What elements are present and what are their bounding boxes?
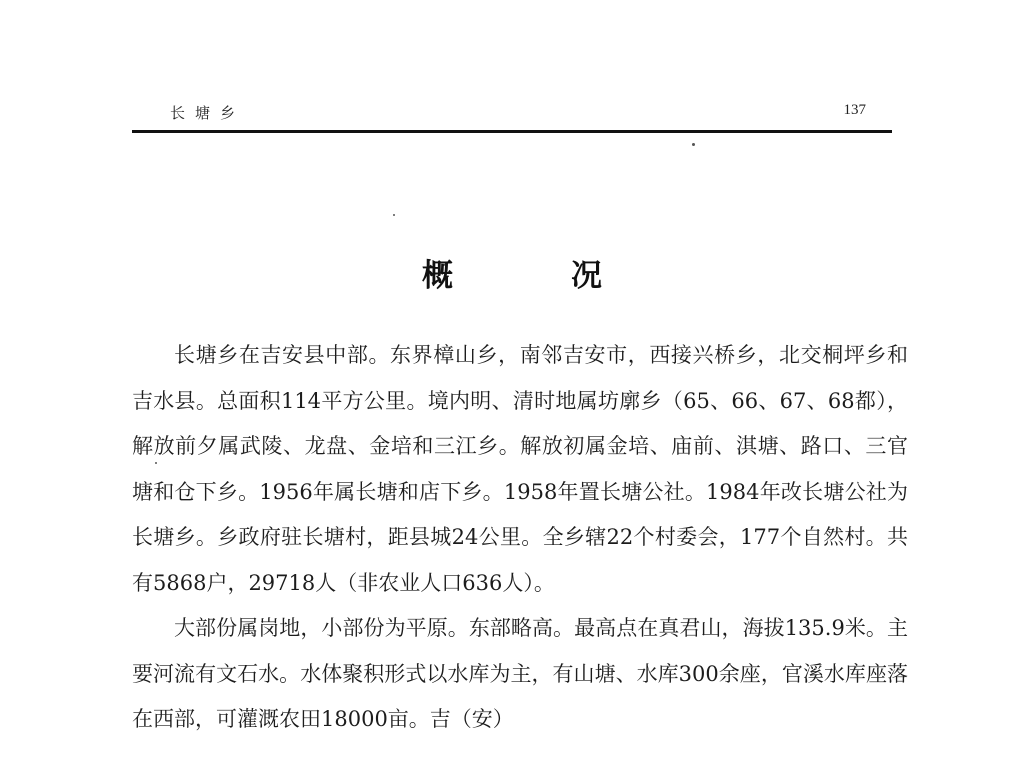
running-header [132,98,892,134]
scan-speck [692,143,695,146]
body-text [132,333,908,743]
header-rule [132,130,892,133]
scan-speck [393,214,395,216]
section-title [320,250,704,295]
paragraph-overview: 长塘乡在吉安县中部。东界樟山乡，南邻吉安市，西接兴桥乡，北交桐坪乡和吉水县。总面积114平方公里。境内明、清时地属坊廓乡（65、66、67、68都），解放前夕属武陵、龙盘、金培和三江乡。解放初属金培、庙前、淇塘、路口、三官塘和仓下乡。1956年属长塘和店下乡。1958年置长塘公社。1984年改长塘公社为长塘乡。乡政府驻长塘村，距县城24公里。全乡辖22个村委会，177个自然村。共有5868户，29718人（非农业人口636人）。 [132,343,908,595]
section-title-char-1: 概 [422,258,453,294]
section-title-char-2: 况 [571,258,602,294]
page-number: 137 [843,102,866,118]
paragraph-terrain: 大部份属岗地，小部份为平原。东部略高。最高点在真君山，海拔135.9米。主要河流有文石水。水体聚积形式以水库为主，有山塘、水库300余座，官溪水库座落在西部，可灌溉农田18000亩。吉（安） [132,616,908,731]
header-title: 长塘乡 [170,104,246,122]
